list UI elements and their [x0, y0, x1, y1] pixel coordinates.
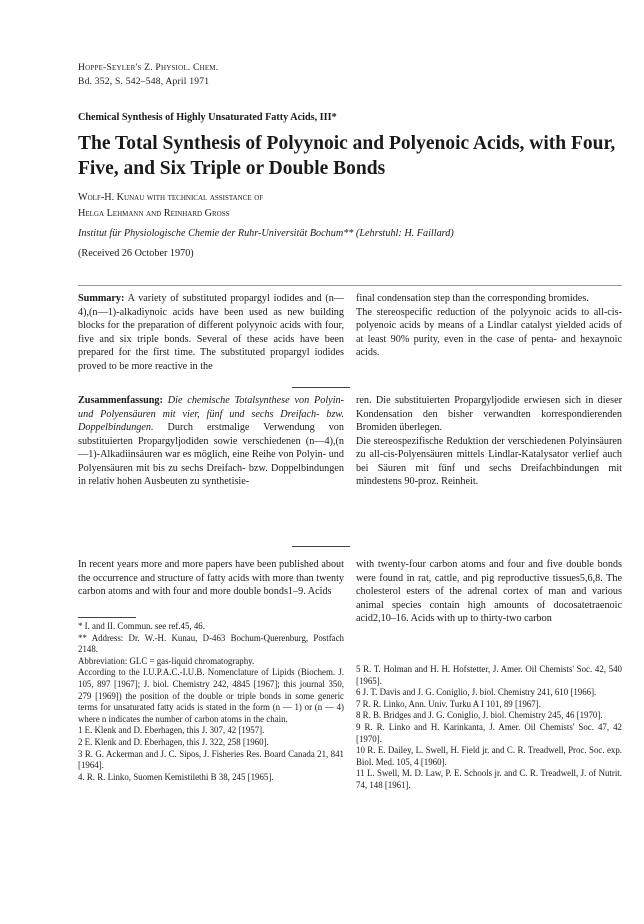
footnote-item: 10 R. E. Dailey, L. Swell, H. Field jr. and C. R. Treadwell, Proc. Soc. exp. Biol. Med. 105, 4 [1960]. — [356, 745, 622, 767]
journal-header — [78, 61, 218, 88]
summary-right — [356, 292, 622, 360]
authors-line-2: Helga Lehmann and Reinhard Gross — [78, 208, 230, 219]
zusammenfassung-right — [356, 394, 622, 489]
footnote-item: 9 R. R. Linko and H. Karinkanta, J. Amer. Oil Chemists' Soc. 47, 42 [1970]. — [356, 721, 622, 744]
summary-divider — [292, 387, 350, 388]
zusammenfassung-divider — [292, 546, 350, 547]
footnote-item: 3 R. G. Ackerman and J. C. Sipos, J. Fisheries Res. Board Canada 21, 841 [1964]. — [78, 748, 344, 771]
zusammenfassung-text-right-2: Die stereospezifische Reduktion der verschiedenen Polyinsäuren zu all-cis-Polyensäuren mittels Lindlar-Katalysator verlief auch bei Säuren mit fünf und sechs Dreifachbindungen mit mindestens 90-proz. Reinheit. — [356, 435, 622, 487]
zusammenfassung-left — [78, 394, 344, 489]
zusammenfassung-text-right-1: ren. Die substituierten Propargyljodide erwiesen sich in dieser Kondensation den bisher verwandten korrespondierenden Bromiden überlegen. — [356, 395, 622, 433]
institution: Institut für Physiologische Chemie der Ruhr-Universität Bochum** (Lehrstuhl: H. Faillard) — [78, 228, 454, 239]
summary-left — [78, 292, 344, 373]
zusammenfassung-text-left: Durch erstmalige Verwendung von substituierten Propargyljodiden sowie verschiedenen (n—4),(n—1)-Alkadiinsäuren war es möglich, eine Reihe von Polyin- und Polyensäuren mit bis zu sechs Dreifach- bzw. Doppelbindungen in relativ hohen Ausbeuten zu synthetisie- — [78, 422, 344, 487]
footnote-item: 7 R. R. Linko, Ann. Univ. Turku A I 101, 89 [1967]. — [356, 698, 541, 709]
body-right: with twenty-four carbon atoms and four and five double bonds were found in rat, cattle, and pig reproductive tissues5,6,8. The cholesterol esters of the adrenal cortex of man and various animal species contain high amounts of docosatetraenoic acid2,10–16. Acids with up to thirty-two carbon — [356, 559, 622, 624]
footnote-item: Abbreviation: GLC = gas-liquid chromatography. — [78, 655, 255, 666]
footnote-divider — [78, 617, 136, 618]
top-rule — [78, 285, 622, 286]
authors-line-1: Wolf-H. Kunau with technical assistance of — [78, 192, 264, 203]
footnote-item: 8 R. B. Bridges and J. G. Coniglio, J. biol. Chemistry 245, 46 [1970]. — [356, 710, 603, 721]
body-left: In recent years more and more papers have been published about the occurrence and structure of fatty acids with more than twenty carbon atoms and with four and more double bonds1–9. Acids — [78, 559, 344, 597]
summary-label: Summary: — [78, 293, 125, 304]
zusammenfassung-title: Die chemische Totalsynthese von Polyin- und Polyensäuren mit vier, fünf und sechs Dreifach- bzw. Doppelbindungen. — [78, 395, 345, 433]
footnotes-right — [356, 664, 622, 792]
summary-text-right-1: final condensation step than the corresponding bromides. — [356, 293, 589, 304]
footnote-item: 2 E. Klenk and D. Eberhagen, this J. 322, 258 [1960]. — [78, 736, 269, 747]
footnote-item: According to the I.U.P.A.C.-I.U.B. Nomenclature of Lipids (Biochem. J. 105, 897 [1967]; J. biol. Chemistry 242, 4845 [1967]; this journal 350, 279 [1969]) the position of the double or triple bonds in some generic terms for unsaturated fatty acids is stated in the form (n — 1) or (n — 4) where n indicates the number of carbon atoms in the chain. — [78, 667, 344, 724]
footnote-item: 1 E. Klenk and D. Eberhagen, this J. 307, 42 [1957]. — [78, 725, 265, 736]
journal-line-1: Hoppe-Seyler's Z. Physiol. Chem. — [78, 62, 219, 73]
footnote-item: * I. and II. Commun. see ref.45, 46. — [78, 621, 205, 631]
zusammenfassung-label: Zusammenfassung: — [78, 395, 163, 406]
received-date: (Received 26 October 1970) — [78, 248, 194, 259]
footnote-item: 4. R. R. Linko, Suomen Kemistilethi B 38, 245 [1965]. — [78, 771, 274, 782]
footnote-item: 6 J. T. Davis and J. G. Coniglio, J. biol. Chemistry 241, 610 [1966]. — [356, 687, 597, 698]
journal-line-2: Bd. 352, S. 542–548, April 1971 — [78, 75, 210, 87]
paper-title: The Total Synthesis of Polyynoic and Polyenoic Acids, with Four, Five, and Six Triple or Double Bonds — [78, 133, 616, 179]
series-title: Chemical Synthesis of Highly Unsaturated Fatty Acids, III* — [78, 112, 337, 123]
footnote-item: 11 L. Swell, M. D. Law, P. E. Schools jr. and C. R. Treadwell, J. of Nutrit. 74, 148 [1961]. — [356, 768, 622, 790]
summary-text-left: A variety of substituted propargyl iodides and (n—4),(n—1)-alkadiynoic acids have been used as new building blocks for the preparation of different polyynoic acids with four, five and six triple bonds. Several of these acids have been prepared for the first time. The substituted propargyl iodides proved to be more reactive in the — [78, 293, 344, 372]
summary-text-right-2: The stereospecific reduction of the polyynoic acids to all-cis-polyenoic acids by means of a Lindlar catalyst yielded acids of at least 90% purity, even in the case of penta- and hexaynoic acids. — [356, 306, 622, 358]
footnotes-left — [78, 621, 344, 783]
footnote-item: ** Address: Dr. W.-H. Kunau, D-463 Bochum-Querenburg, Postfach 2148. — [78, 632, 344, 655]
footnote-item: 5 R. T. Holman and H. H. Hofstetter, J. Amer. Oil Chemists' Soc. 42, 540 [1965]. — [356, 664, 622, 686]
authors — [78, 190, 263, 222]
